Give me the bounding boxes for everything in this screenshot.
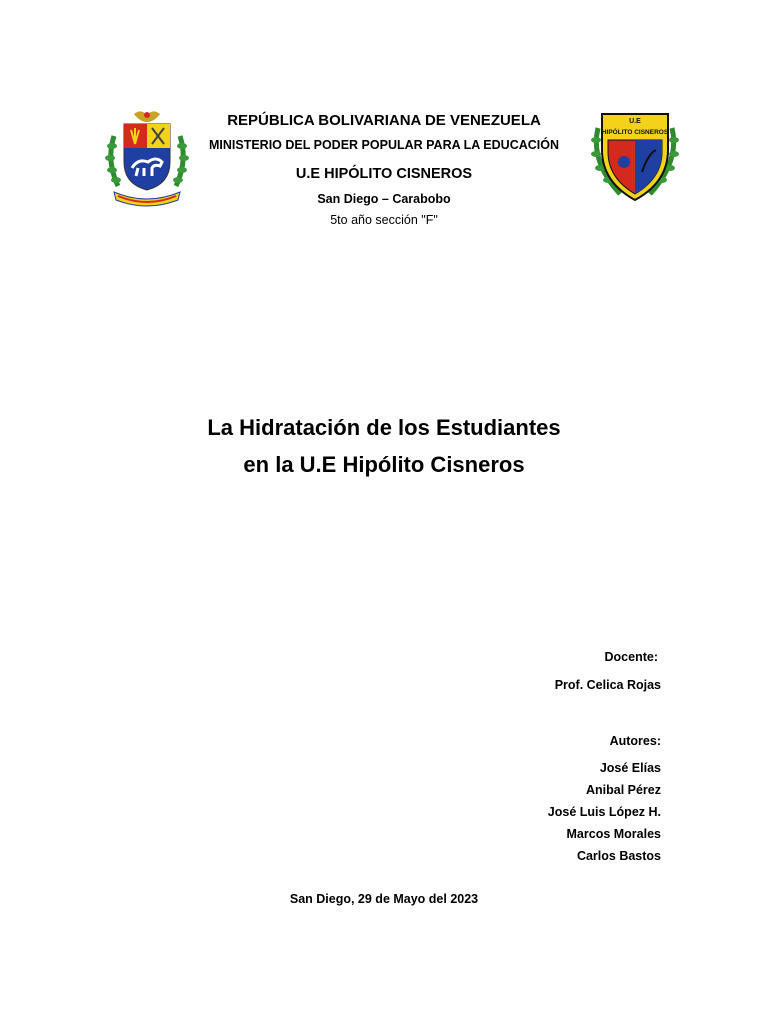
ministry-heading: MINISTERIO DEL PODER POPULAR PARA LA EDUCACIÓN [208, 138, 560, 152]
country-heading: REPÚBLICA BOLIVARIANA DE VENEZUELA [227, 112, 541, 129]
author-name: Marcos Morales [566, 827, 661, 841]
author-name: José Luis López H. [547, 805, 661, 819]
autores-label: Autores: [609, 734, 661, 748]
school-heading: U.E HIPÓLITO CISNEROS [295, 166, 473, 182]
section-line: 5to año sección "F" [330, 213, 438, 227]
school-logo-text-bottom: HIPÓLITO CISNEROS [601, 129, 669, 136]
school-logo-text-top: U.E [629, 118, 641, 125]
city-line: San Diego – Carabobo [317, 192, 451, 206]
document-title-line-2: en la U.E Hipólito Cisneros [243, 452, 525, 477]
document-date: San Diego, 29 de Mayo del 2023 [289, 892, 479, 906]
docente-label: Docente: [604, 650, 658, 664]
author-name: José Elías [599, 761, 661, 775]
school-shield-icon [590, 106, 680, 206]
document-title-line-1: La Hidratación de los Estudiantes [207, 415, 561, 440]
docente-name: Prof. Celica Rojas [554, 678, 661, 692]
author-name: Anibal Pérez [585, 783, 661, 797]
venezuela-coat-of-arms-icon [104, 106, 190, 208]
author-name: Carlos Bastos [576, 849, 661, 863]
